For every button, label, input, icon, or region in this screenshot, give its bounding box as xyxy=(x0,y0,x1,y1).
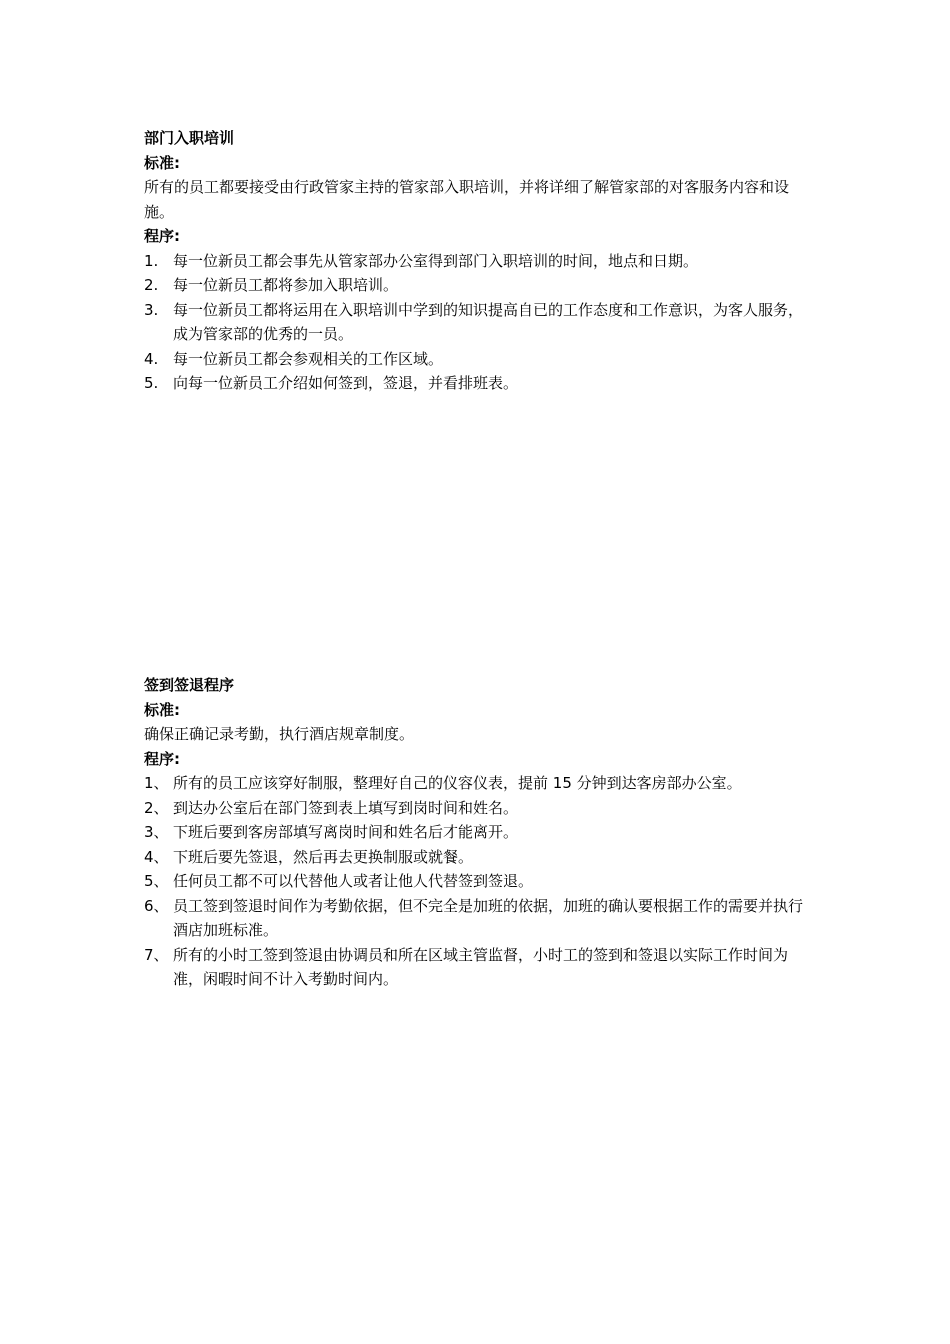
step-text: 下班后要到客房部填写离岗时间和姓名后才能离开。 xyxy=(173,823,519,841)
step-text: 每一位新员工都将运用在入职培训中学到的知识提高自已的工作态度和工作意识，为客人服务，成为管家部的优秀的一员。 xyxy=(173,300,804,343)
list-item xyxy=(144,796,810,821)
procedure-label: 程序: xyxy=(144,749,180,768)
step-number: 5、 xyxy=(144,872,169,890)
section-title: 部门入职培训 xyxy=(144,129,235,147)
step-text: 每一位新员工都会参观相关的工作区域。 xyxy=(173,349,444,368)
step-number: 2、 xyxy=(144,798,169,817)
list-item xyxy=(144,820,810,845)
step-text: 向每一位新员工介绍如何签到，签退，并看排班表。 xyxy=(173,374,519,392)
step-number: 7、 xyxy=(144,945,169,964)
list-item xyxy=(144,249,810,274)
step-number: 5. xyxy=(144,374,159,392)
standard-text: 所有的员工都要接受由行政管家主持的管家部入职培训，并将详细了解管家部的对客服务内容和设施。 xyxy=(144,178,790,221)
procedure-label: 程序: xyxy=(144,227,180,245)
step-text: 下班后要先签退，然后再去更换制服或就餐。 xyxy=(173,847,474,866)
step-number: 4. xyxy=(144,349,159,368)
step-text: 任何员工都不可以代替他人或者让他人代替签到签退。 xyxy=(173,872,534,890)
step-text: 所有的员工应该穿好制服，整理好自己的仪容仪表，提前 15 分钟到达客房部办公室。 xyxy=(173,774,742,792)
section-orientation-training xyxy=(144,126,810,396)
step-number: 4、 xyxy=(144,847,169,866)
step-number: 6、 xyxy=(144,896,169,915)
section-title: 签到签退程序 xyxy=(144,676,235,694)
list-item xyxy=(144,845,810,870)
list-item xyxy=(144,273,810,298)
step-number: 1、 xyxy=(144,774,169,792)
list-item xyxy=(144,894,810,943)
list-item xyxy=(144,347,810,372)
step-text: 所有的小时工签到签退由协调员和所在区域主管监督，小时工的签到和签退以实际工作时间为准，闲暇时间不计入考勤时间内。 xyxy=(173,945,789,988)
procedure-list xyxy=(144,771,810,992)
section-sign-in-out xyxy=(144,673,810,992)
step-text: 到达办公室后在部门签到表上填写到岗时间和姓名。 xyxy=(173,798,519,817)
list-item xyxy=(144,371,810,396)
step-number: 2. xyxy=(144,276,159,294)
list-item xyxy=(144,298,810,347)
list-item xyxy=(144,869,810,894)
standard-text: 确保正确记录考勤，执行酒店规章制度。 xyxy=(144,725,415,743)
list-item xyxy=(144,943,810,992)
step-text: 员工签到签退时间作为考勤依据，但不完全是加班的依据，加班的确认要根据工作的需要并执行酒店加班标准。 xyxy=(173,896,804,939)
step-number: 1. xyxy=(144,251,159,270)
procedure-list xyxy=(144,249,810,396)
step-text: 每一位新员工都会事先从管家部办公室得到部门入职培训的时间，地点和日期。 xyxy=(173,251,699,270)
list-item xyxy=(144,771,810,796)
step-number: 3、 xyxy=(144,823,169,841)
step-number: 3. xyxy=(144,300,159,319)
step-text: 每一位新员工都将参加入职培训。 xyxy=(173,276,399,294)
standard-label: 标准: xyxy=(144,700,180,719)
standard-label: 标准: xyxy=(144,153,180,172)
